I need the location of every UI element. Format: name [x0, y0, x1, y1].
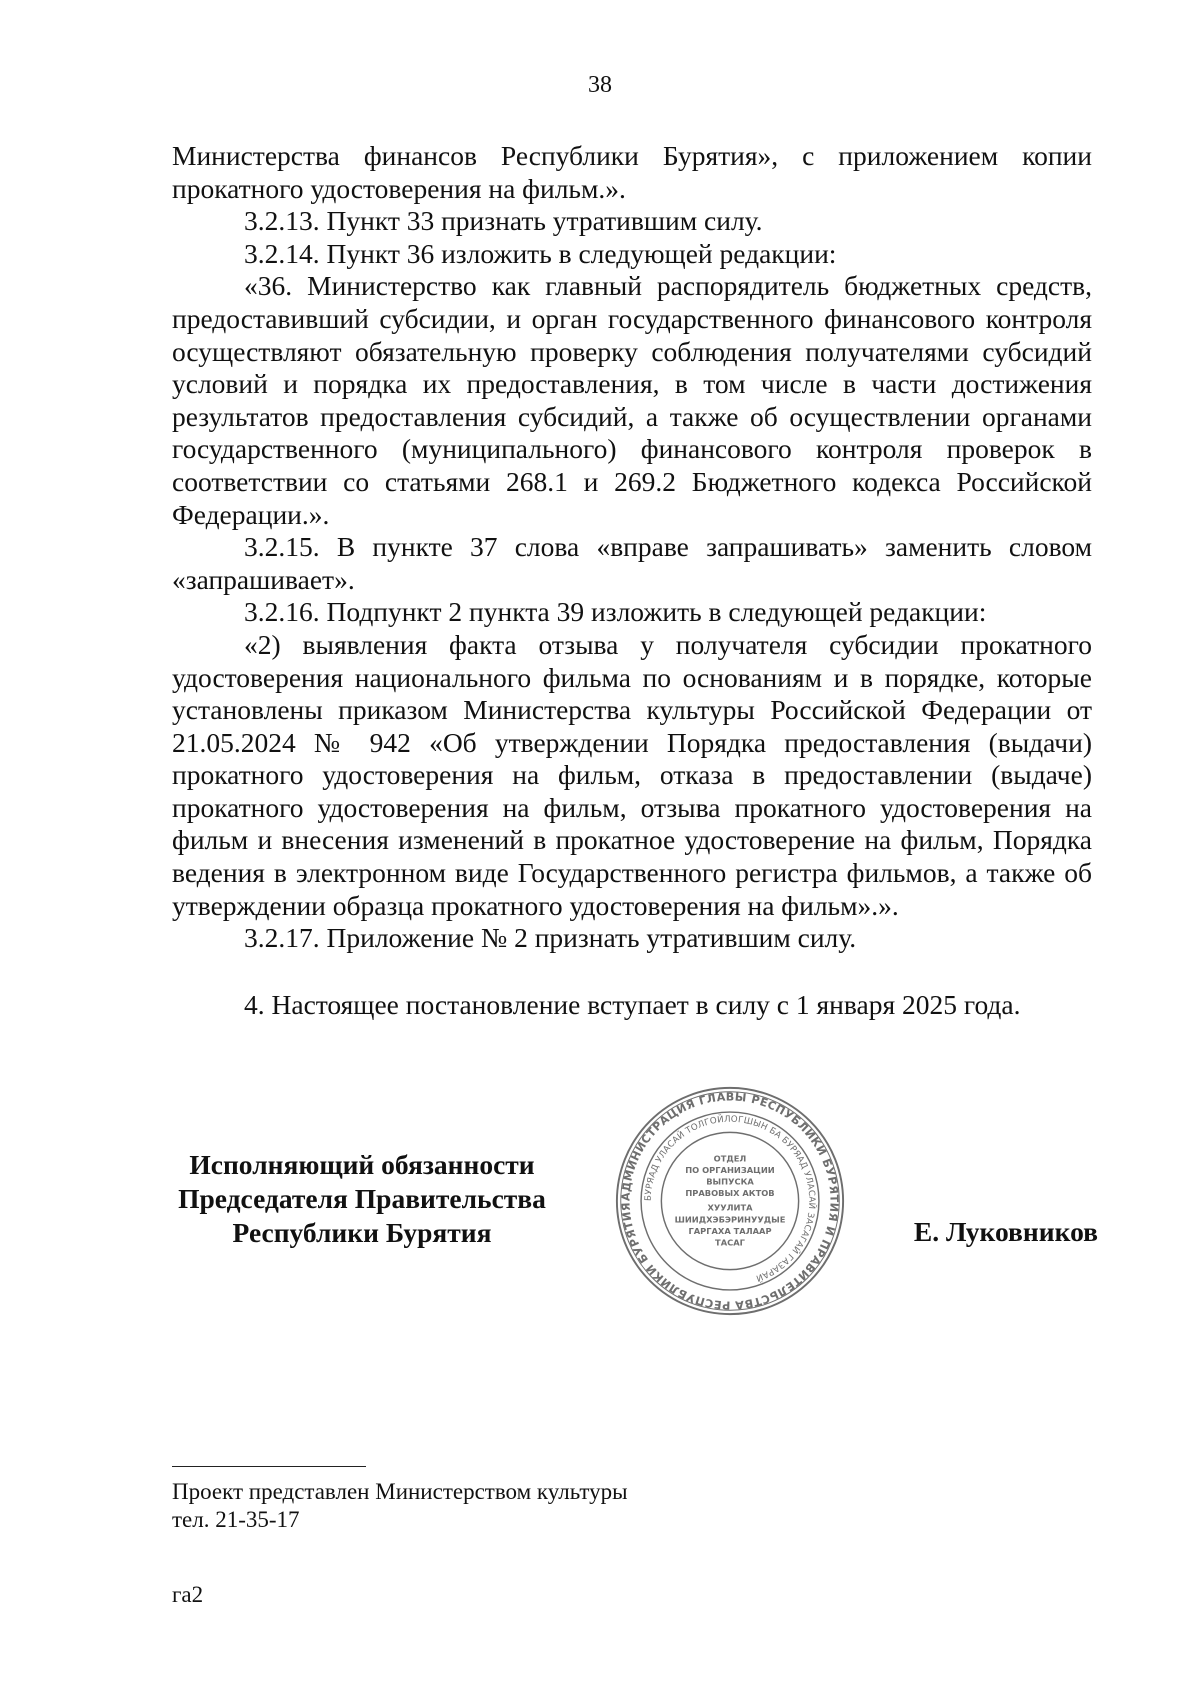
document-body	[172, 140, 1092, 1021]
seal-center-line: ОТДЕЛ	[713, 1153, 747, 1164]
clause-3-2-17: 3.2.17. Приложение № 2 признать утратившим силу.	[244, 922, 857, 954]
official-seal	[614, 1085, 846, 1317]
signatory-title	[172, 1148, 552, 1250]
seal-center-line: ПО ОРГАНИЗАЦИИ	[685, 1164, 775, 1175]
footer-note-line: тел. 21-35-17	[172, 1507, 300, 1532]
signatory-title-line: Председателя Правительства	[178, 1183, 546, 1214]
seal-center-line: ПРАВОВЫХ АКТОВ	[685, 1188, 775, 1199]
clause-3-2-14: 3.2.14. Пункт 36 изложить в следующей редакции:	[244, 237, 837, 269]
seal-outer-text: АДМИНИСТРАЦИЯ ГЛАВЫ РЕСПУБЛИКИ БУРЯТИЯ И ПРАВИТЕЛЬСТВА РЕСПУБЛИКИ БУРЯТИЯ	[619, 1090, 841, 1312]
clause-36-text: «36. Министерство как главный распорядитель бюджетных средств, предоставивший субсидии, и орган государственного финансового контроля осуществляют обязательную проверку соблюдения получателями субсидий условий и порядка их предоставления, в том числе в части достижения результатов предоставления субсидий, а также об осуществлении органами государственного (муниципального) финансового контроля проверок в соответствии со статьями 268.1 и 269.2 Бюджетного кодекса Российской Федерации.».	[172, 270, 1092, 530]
footer-note-line: Проект представлен Министерством культуры	[172, 1479, 628, 1504]
footer-note	[172, 1478, 628, 1534]
seal-center-line: ШИИДХЭБЭРИНУУДЫЕ	[674, 1214, 786, 1225]
document-code: га2	[172, 1582, 204, 1607]
subclause-2-text: «2) выявления факта отзыва у получателя субсидии прокатного удостоверения национального фильма по основаниям и в порядке, которые установлены приказом Министерства культуры Российской Федерации от 21.05.2024 № 942 «Об утверждении Порядка предоставления (выдачи) прокатного удостоверения на фильм, отказа в предоставлении (выдаче) прокатного удостоверения на фильм, отзыва прокатного удостоверения на фильм и внесения изменений в прокатное удостоверение на фильм, Порядка ведения в электронном виде Государственного регистра фильмов, а также об утверждении образца прокатного удостоверения на фильм».».	[172, 628, 1092, 921]
svg-text:БУРЯАД УЛАСАЙ ТОЛГОЙЛОГШЫН БА	[644, 1113, 819, 1285]
signer-name: Е. Луковников	[913, 1216, 1098, 1247]
paragraph-continuation: Министерства финансов Республики Бурятия», с приложением копии прокатного удостоверения на фильм.».	[172, 140, 1092, 204]
seal-center-line: ХУУЛИТА	[707, 1202, 753, 1213]
clause-4: 4. Настоящее постановление вступает в силу с 1 января 2025 года.	[244, 988, 1021, 1020]
page-number: 38	[588, 72, 612, 98]
signatory-title-line: Исполняющий обязанности	[189, 1149, 535, 1180]
seal-center-line: ГАРГАХА ТАЛААР	[688, 1225, 772, 1236]
seal-center-line: ВЫПУСКА	[706, 1176, 754, 1187]
clause-3-2-16: 3.2.16. Подпункт 2 пункта 39 изложить в следующей редакции:	[244, 596, 987, 628]
signatory-title-line: Республики Бурятия	[232, 1217, 492, 1248]
footer-divider	[172, 1466, 366, 1467]
clause-3-2-15: 3.2.15. В пункте 37 слова «вправе запрашивать» заменить словом «запрашивает».	[172, 531, 1092, 595]
seal-inner-text: БУРЯАД УЛАСАЙ ТОЛГОЙЛОГШЫН БА БУРЯАД УЛАСАЙ ЗАСАГАЙ ГАЗАРАЙ	[643, 1114, 817, 1283]
clause-3-2-13: 3.2.13. Пункт 33 признать утратившим силу.	[244, 205, 763, 237]
seal-center-line: ТАСАГ	[715, 1237, 745, 1248]
